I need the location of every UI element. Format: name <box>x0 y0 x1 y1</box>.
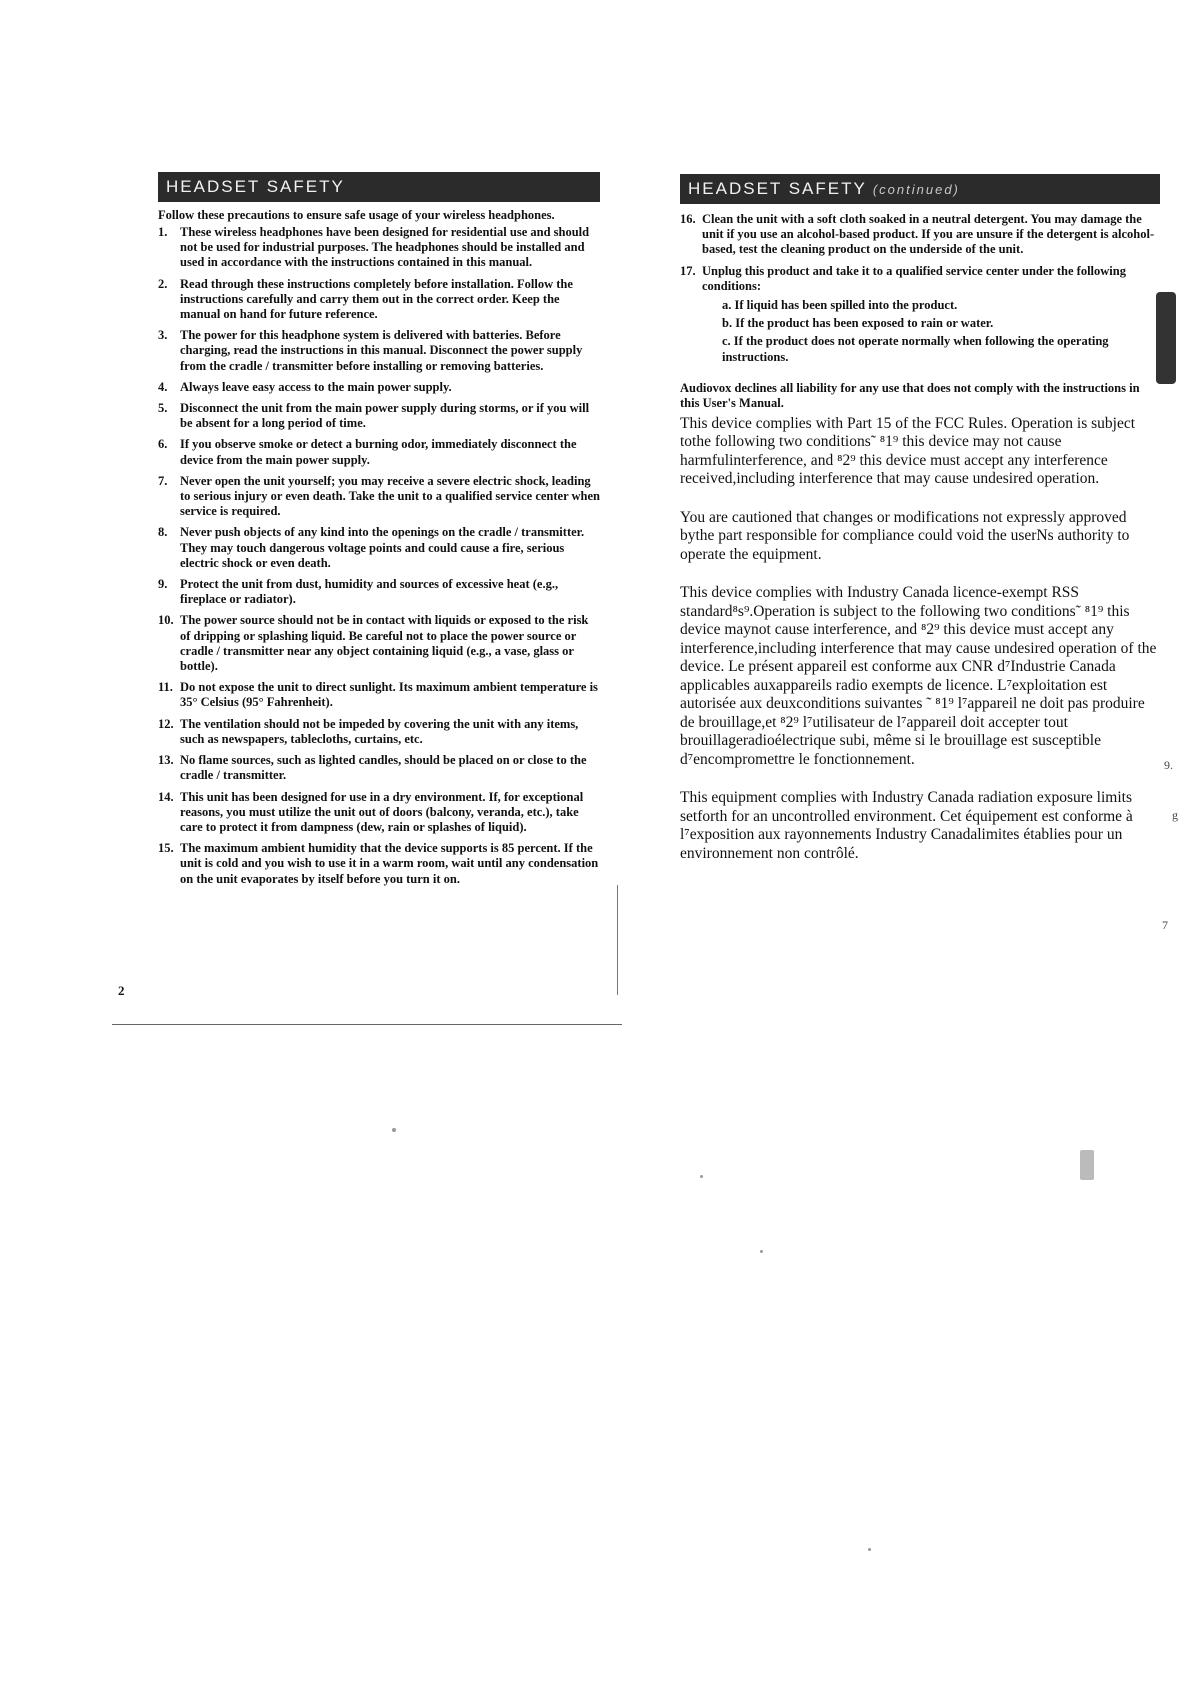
safety-item-number: 10. <box>158 613 174 628</box>
safety-item <box>158 680 600 710</box>
safety-item <box>158 437 600 467</box>
right-header-title: HEADSET SAFETY <box>688 179 867 198</box>
safety-item <box>158 717 600 747</box>
safety-item <box>158 401 600 431</box>
safety-item-text: Do not expose the unit to direct sunlight. Its maximum ambient temperature is 35° Celsius (95° Fahrenheit). <box>180 680 598 710</box>
safety-item <box>680 264 1160 365</box>
safety-item-number: 8. <box>158 525 168 540</box>
scan-speck <box>868 1548 871 1551</box>
safety-item-number: 15. <box>158 841 174 856</box>
safety-item-number: 2. <box>158 276 168 291</box>
compliance-paragraph: You are cautioned that changes or modifications not expressly approved bythe part responsible for compliance could void the userNs authority to operate the equipment. <box>680 508 1130 563</box>
safety-item <box>158 380 600 395</box>
compliance-paragraph: This device complies with Industry Canada licence-exempt RSS standard⁸s⁹.Operation is subject to the following two conditions˜ ⁸1⁹ this device maynot cause interference, and ⁸2⁹ this device must accept any interference,including interference that may cause undesired operation of the device. Le présent appareil est conforme aux CNR d⁷Industrie Canada applicables auxappareils radio exempts de licence. L⁷exploitation est autorisée aux deuxconditions suivantes ˜ ⁸1⁹ l⁷appareil ne doit pas produire de brouillage,et ⁸2⁹ l⁷utilisateur de l⁷appareil doit accepter tout brouillageradioélectrique subi, même si le brouillage est susceptible d⁷encompromettre le fonctionnement. <box>680 584 1157 768</box>
safety-item-text: Never open the unit yourself; you may receive a severe electric shock, leading to serious injury or even death. Take the unit to a qualified service center when service is required. <box>180 473 601 519</box>
right-page-header <box>680 174 1160 204</box>
safety-item <box>158 525 600 571</box>
safety-item-text: The ventilation should not be impeded by covering the unit with any items, such as newspapers, tablecloths, curtains, etc. <box>180 716 579 746</box>
safety-item-text: No flame sources, such as lighted candles, should be placed on or close to the cradle / transmitter. <box>180 753 587 783</box>
compliance-paragraph: This equipment complies with Industry Canada radiation exposure limits setforth for an uncontrolled environment. Cet équipement est conforme à l⁷exposition aux rayonnements Industry Canadalimites établies pour un environnement non contrôlé. <box>680 789 1133 862</box>
safety-item-text: The power source should not be in contact with liquids or exposed to the risk of dripping or splashing liquid. Be careful not to place the power source or cradle / transmitter near any object containing liquid (e.g., a vase, glass or bottle). <box>180 613 589 674</box>
condition-sublist <box>702 298 1160 365</box>
safety-item-number: 5. <box>158 401 168 416</box>
margin-mark: 7 <box>1162 918 1168 932</box>
safety-item-number: 3. <box>158 328 168 343</box>
safety-item <box>158 225 600 271</box>
safety-list-continued <box>680 212 1160 365</box>
page-number: 2 <box>118 983 125 998</box>
scan-smudge <box>1080 1150 1094 1180</box>
safety-item <box>158 577 600 607</box>
safety-item-text: This unit has been designed for use in a dry environment. If, for exceptional reasons, you must utilize the unit out of doors (balcony, veranda, etc.), take care to protect it from dampness (dew, rain or splashes of liquid). <box>180 789 584 834</box>
scan-speck <box>700 1175 703 1178</box>
safety-item-text: These wireless headphones have been designed for residential use and should not be used for industrial purposes. The headphones should be installed and used in accordance with the instructions contained in this manual. <box>180 225 590 270</box>
condition-item: b. If the product has been exposed to rain or water. <box>722 316 994 331</box>
safety-item <box>158 277 600 323</box>
left-header-title: HEADSET SAFETY <box>166 177 345 196</box>
safety-item-number: 9. <box>158 577 168 592</box>
margin-line <box>617 885 618 995</box>
safety-item-number: 7. <box>158 473 168 488</box>
scan-speck <box>392 1128 396 1132</box>
safety-item-text: If you observe smoke or detect a burning odor, immediately disconnect the device from the main power supply. <box>180 437 577 467</box>
safety-item-text: Clean the unit with a soft cloth soaked in a neutral detergent. You may damage the unit if you use an alcohol-based product. If you are unsure if the detergent is alcohol-based, test the cleaning product on the underside of the unit. <box>702 212 1155 257</box>
safety-item <box>158 613 600 674</box>
side-tab-marker <box>1156 292 1176 384</box>
page-bottom-rule <box>112 1024 622 1025</box>
liability-disclaimer: Audiovox declines all liability for any use that does not comply with the instructions in this User's Manual. <box>680 380 1140 410</box>
scan-speck <box>760 1250 763 1253</box>
safety-item <box>158 753 600 783</box>
safety-item-number: 11. <box>158 680 173 695</box>
safety-item-text: Read through these instructions completely before installation. Follow the instructions carefully and carry them out in the correct order. Keep the manual on hand for future reference. <box>180 276 573 322</box>
right-page <box>680 174 1160 883</box>
compliance-statements <box>680 415 1160 864</box>
safety-item-text: Always leave easy access to the main power supply. <box>180 379 452 394</box>
right-header-suffix: (continued) <box>872 182 960 197</box>
safety-item <box>158 790 600 836</box>
safety-item-number: 1. <box>158 225 168 239</box>
left-page <box>158 172 600 893</box>
safety-item-text: Unplug this product and take it to a qualified service center under the following conditions: <box>702 263 1126 293</box>
safety-item-number: 6. <box>158 437 168 452</box>
safety-item-number: 17. <box>680 263 696 278</box>
safety-item-text: The maximum ambient humidity that the device supports is 85 percent. If the unit is cold and you wish to use it in a warm room, wait until any condensation on the unit evaporates by itself before you turn it on. <box>180 841 599 886</box>
safety-item <box>158 841 600 887</box>
safety-item-text: Never push objects of any kind into the openings on the cradle / transmitter. They may touch dangerous voltage points and could cause a fire, serious electric shock or even death. <box>180 525 585 570</box>
left-page-header <box>158 172 600 202</box>
safety-item-number: 13. <box>158 753 174 768</box>
safety-list <box>158 225 600 887</box>
safety-item-number: 16. <box>680 212 696 226</box>
condition-item: a. If liquid has been spilled into the product. <box>722 298 958 313</box>
compliance-paragraph: This device complies with Part 15 of the FCC Rules. Operation is subject tothe following two conditions˜ ⁸1⁹ this device may not cause harmfulinterference, and ⁸2⁹ this device must accept any interference received,including interference that may cause undesired operation. <box>680 414 1136 488</box>
safety-intro: Follow these precautions to ensure safe usage of your wireless headphones. <box>158 208 555 222</box>
condition-item: c. If the product does not operate normally when following the operating instructions. <box>722 334 1109 364</box>
safety-item-number: 14. <box>158 789 174 804</box>
margin-mark: g <box>1172 808 1178 822</box>
safety-item-number: 12. <box>158 716 174 731</box>
safety-item-text: The power for this headphone system is delivered with batteries. Before charging, read the instructions in this manual. Disconnect the power supply from the cradle / transmitter before installing or removing batteries. <box>180 328 583 373</box>
margin-mark: 9. <box>1164 758 1173 772</box>
safety-item <box>158 474 600 520</box>
safety-item-text: Disconnect the unit from the main power supply during storms, or if you will be absent for a long period of time. <box>180 401 590 431</box>
safety-item <box>680 212 1160 258</box>
safety-item-number: 4. <box>158 379 168 394</box>
safety-item-text: Protect the unit from dust, humidity and sources of excessive heat (e.g., fireplace or radiator). <box>180 577 559 607</box>
safety-item <box>158 328 600 374</box>
